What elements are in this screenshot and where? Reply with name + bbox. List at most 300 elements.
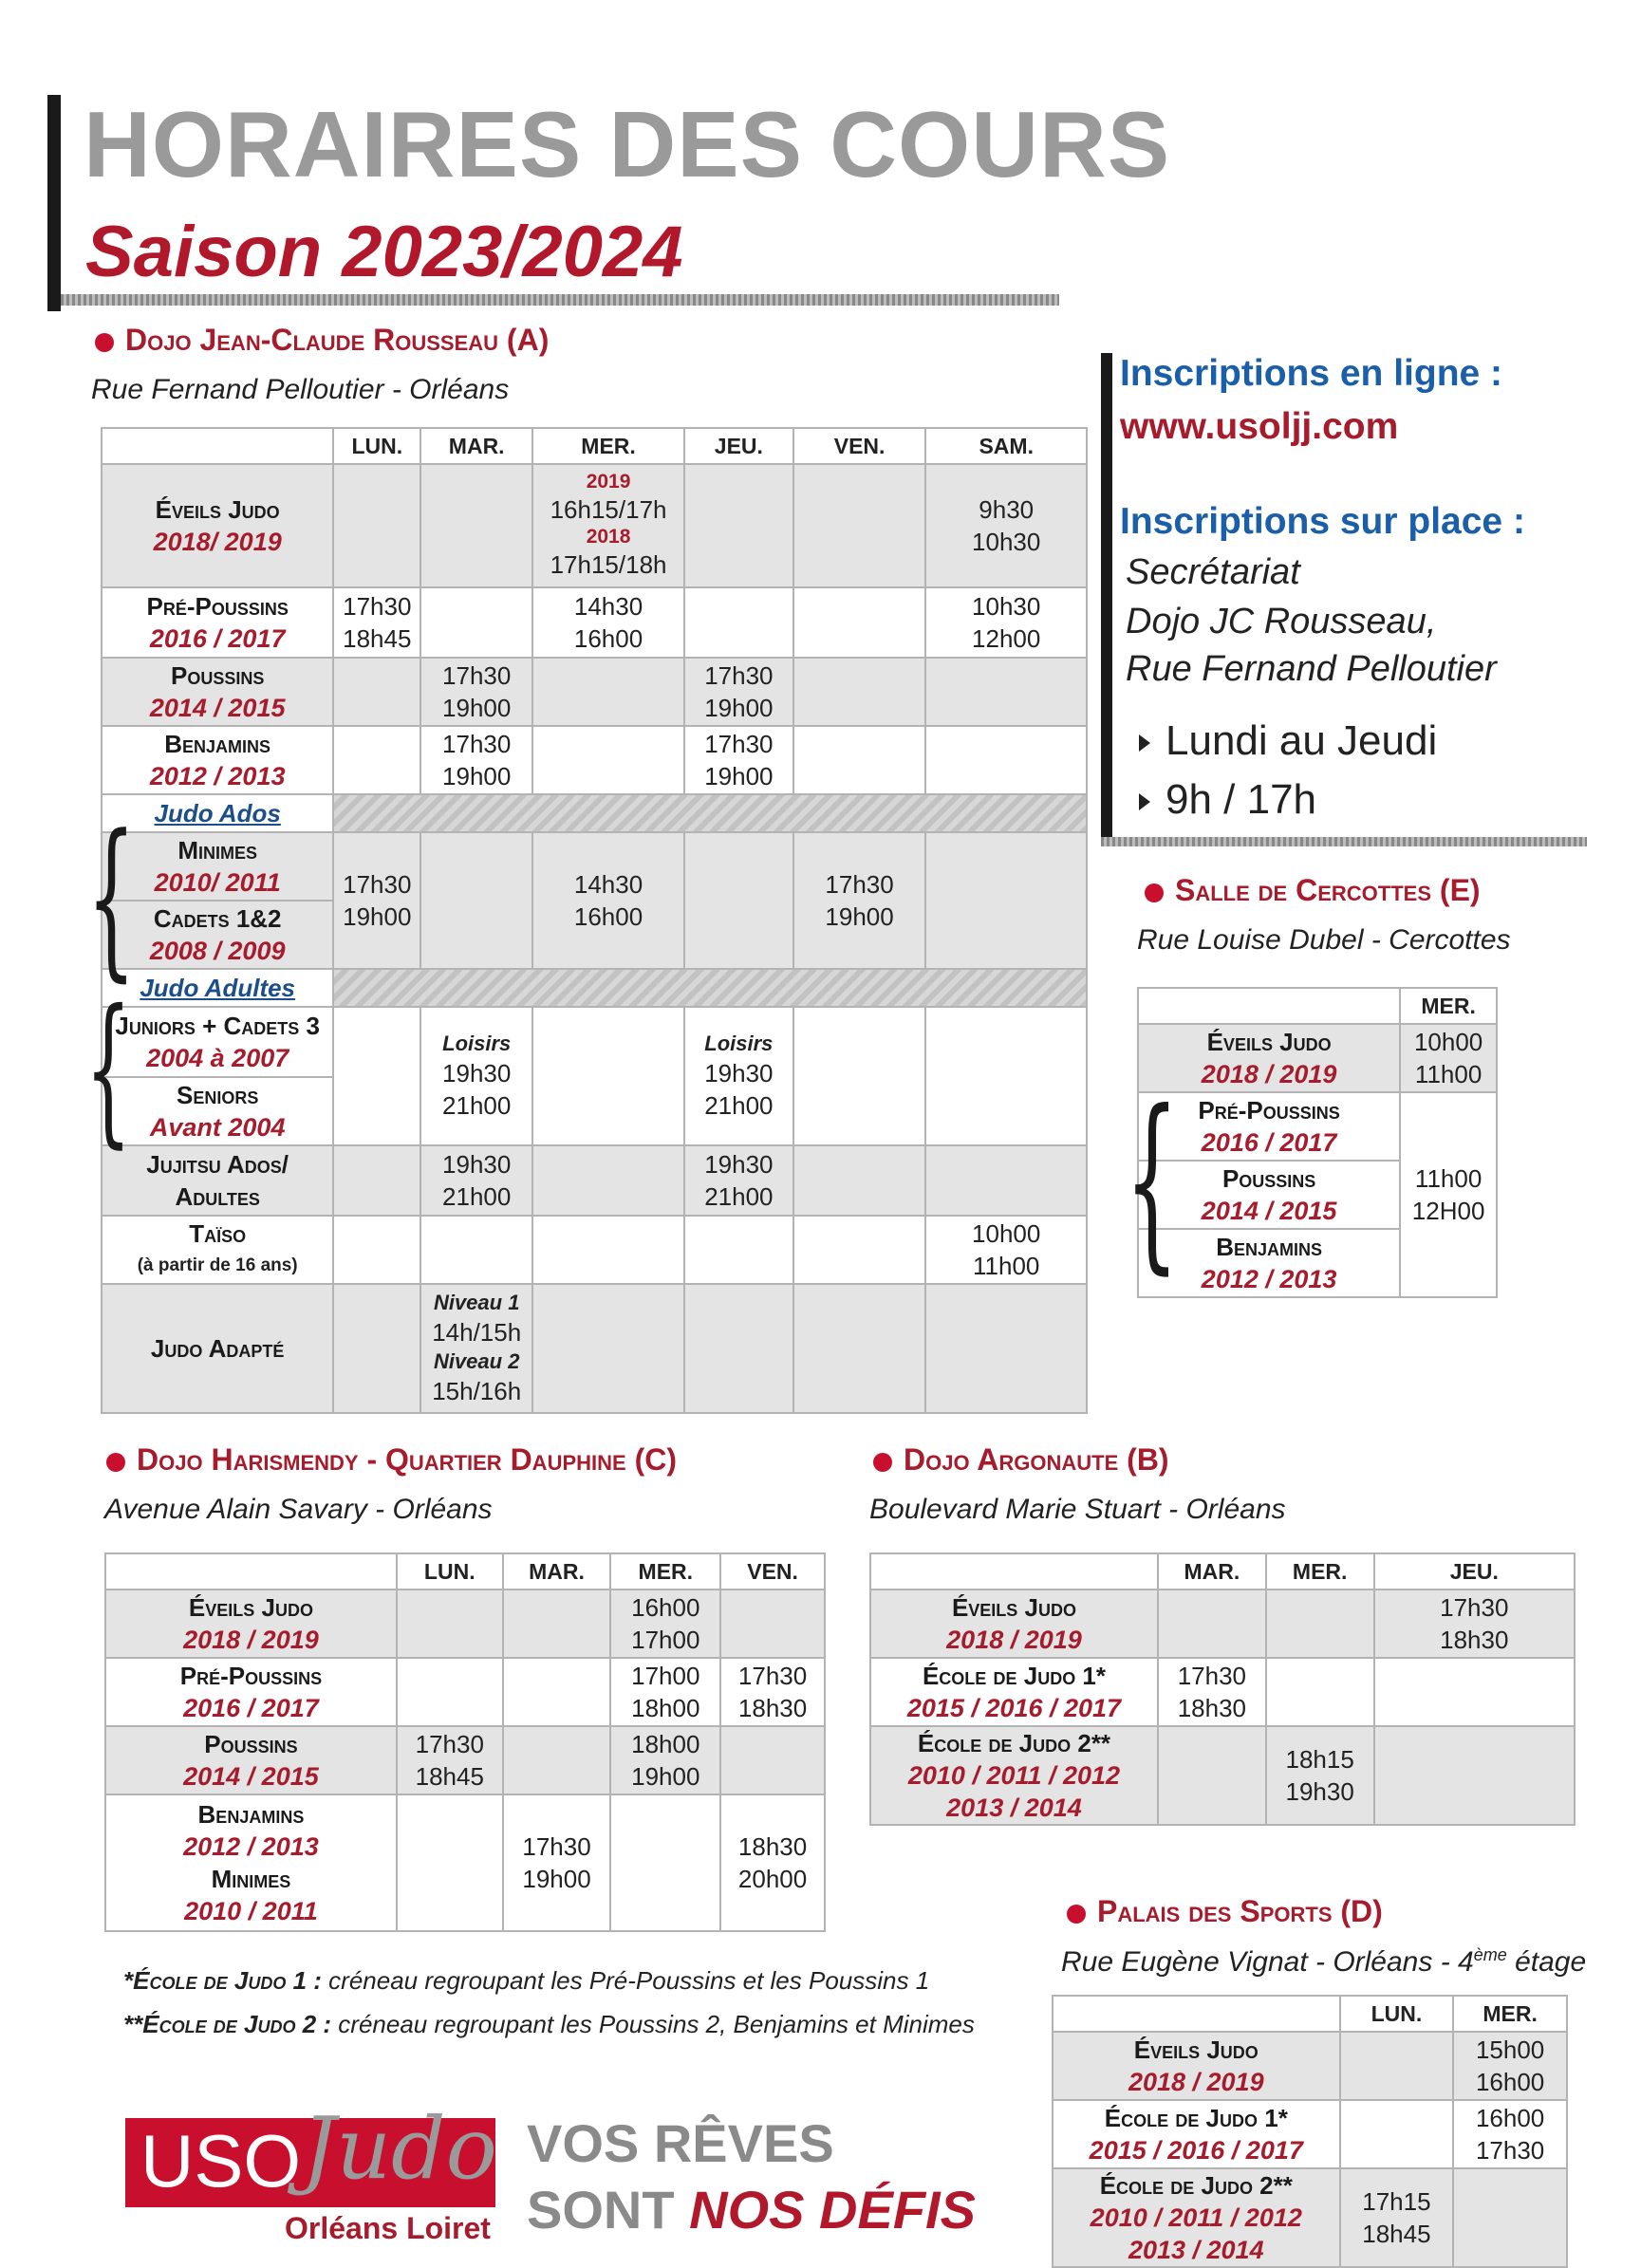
time-cell — [532, 464, 684, 587]
time-slot: 18h45 — [343, 624, 412, 653]
time-cell — [610, 1726, 720, 1794]
time-slot: 18h15 — [1285, 1745, 1354, 1774]
time-cell — [420, 1145, 532, 1216]
table-row — [102, 658, 1087, 726]
address-text: Rue Eugène Vignat - Orléans - 4 — [1061, 1946, 1474, 1978]
time-cell — [1374, 1726, 1575, 1825]
time-slot: 19h30 — [704, 1059, 774, 1088]
time-slot: 11h00 — [973, 1252, 1040, 1280]
category-name: École de Judo 1* — [1104, 2104, 1288, 2132]
hatch-band — [333, 794, 1087, 832]
category-years: 2012 / 2013 — [149, 762, 286, 790]
time-slot: 11h00 — [1414, 1060, 1482, 1088]
category-years: 2016 / 2017 — [183, 1694, 319, 1722]
time-cell — [720, 1658, 825, 1726]
venue-name: Palais des Sports (D) — [1097, 1894, 1383, 1928]
header-empty — [1053, 1996, 1340, 2032]
day-header: MAR. — [1158, 1553, 1266, 1589]
table-row — [102, 464, 1087, 587]
time-slot: 16h00 — [1475, 2068, 1545, 2096]
time-cell — [397, 1589, 503, 1658]
level-label: Niveau 1 — [433, 1291, 520, 1314]
category-years: Avant 2004 — [149, 1113, 286, 1142]
address-text: étage — [1506, 1946, 1587, 1978]
category-name: Jujitsu Ados/ — [146, 1150, 289, 1179]
category-years: 2010 / 2011 — [184, 1897, 318, 1925]
time-slot: 19h00 — [704, 694, 774, 722]
time-slot: 10h30 — [972, 592, 1041, 621]
category-name: Éveils Judo — [951, 1593, 1076, 1622]
category-name: École de Judo 2** — [1099, 2171, 1293, 2200]
category-cell — [102, 1145, 333, 1216]
category-years: 2018 / 2019 — [183, 1626, 319, 1654]
table-row — [102, 1145, 1087, 1216]
category-name: Seniors — [176, 1081, 259, 1109]
slot-label: Loisirs — [704, 1032, 774, 1055]
day-header: JEU. — [1374, 1553, 1575, 1589]
time-cell — [1158, 1726, 1266, 1825]
category-cell — [1053, 2032, 1340, 2100]
time-cell — [925, 726, 1087, 794]
day-header: VEN. — [720, 1553, 825, 1589]
category-cell — [102, 587, 333, 658]
table-row — [102, 1284, 1087, 1413]
day-header: MER. — [1266, 1553, 1374, 1589]
category-name: Judo Adapté — [150, 1334, 285, 1363]
category-cell — [102, 832, 333, 901]
time-slot: 16h00 — [573, 902, 643, 931]
time-cell — [420, 464, 532, 587]
onsite-line: Rue Fernand Pelloutier — [1126, 649, 1497, 689]
time-cell — [503, 1589, 611, 1658]
time-slot: 12H00 — [1411, 1197, 1485, 1225]
category-name: Poussins — [204, 1730, 298, 1758]
category-cell — [102, 1216, 333, 1284]
time-slot: 16h15/17h — [550, 495, 667, 524]
time-slot: 21h00 — [704, 1182, 774, 1211]
time-cell — [532, 726, 684, 794]
time-cell — [333, 1284, 420, 1413]
opening-days — [1139, 717, 1437, 765]
time-cell — [532, 658, 684, 726]
footnote-ecole-2 — [123, 2010, 975, 2039]
day-header: MAR. — [503, 1553, 611, 1589]
day-header: MAR. — [420, 428, 532, 464]
time-cell — [1374, 1658, 1575, 1726]
hours-text: 9h / 17h — [1165, 776, 1317, 823]
time-slot: 17h30 — [1440, 1593, 1509, 1622]
category-name: Poussins — [170, 661, 265, 690]
category-cell — [1053, 2100, 1340, 2168]
slogan-line-2 — [527, 2179, 976, 2240]
time-slot: 17h30 — [704, 661, 774, 690]
slogan-line-1: VOS RÊVES — [527, 2113, 834, 2173]
time-cell — [793, 832, 926, 969]
time-cell — [684, 658, 793, 726]
table-row — [105, 1726, 825, 1794]
time-cell — [532, 832, 684, 969]
category-years: 2010/ 2011 — [154, 868, 281, 897]
section-label-cell — [102, 969, 333, 1007]
time-slot: 18h00 — [631, 1730, 700, 1758]
time-cell — [720, 1794, 825, 1931]
venue-address-a: Rue Fernand Pelloutier - Orléans — [91, 374, 510, 405]
header-bar — [47, 95, 61, 311]
venue-address-b: Boulevard Marie Stuart - Orléans — [869, 1494, 1286, 1525]
judo-ados-link[interactable]: Judo Ados — [154, 799, 281, 827]
category-cell — [1053, 2168, 1340, 2267]
category-years: 2016 / 2017 — [1201, 1128, 1337, 1157]
time-slot: 16h00 — [631, 1593, 700, 1622]
category-name: Benjamins — [197, 1800, 305, 1829]
table-row — [1053, 2168, 1567, 2267]
day-header: JEU. — [684, 428, 793, 464]
time-slot: 19h00 — [631, 1762, 700, 1791]
schedule-table-c — [104, 1552, 826, 1932]
day-header: MER. — [532, 428, 684, 464]
table-row — [1053, 2100, 1567, 2168]
header-empty — [1138, 988, 1400, 1024]
time-cell — [793, 658, 926, 726]
time-cell — [610, 1658, 720, 1726]
address-superscript: ème — [1473, 1945, 1507, 1964]
time-cell — [684, 1284, 793, 1413]
time-slot: 17h30 — [442, 730, 512, 758]
info-divider — [1101, 837, 1587, 846]
season-title: Saison 2023/2024 — [85, 212, 683, 292]
year-tag: 2019 — [586, 471, 631, 493]
group-brace-icon: { — [84, 976, 132, 1163]
day-header: LUN. — [397, 1553, 503, 1589]
time-slot: 17h30 — [343, 870, 412, 899]
time-slot: 18h30 — [737, 1694, 808, 1722]
time-cell — [1453, 2100, 1567, 2168]
table-row — [105, 1794, 825, 1931]
time-cell — [793, 726, 926, 794]
venue-address-c: Avenue Alain Savary - Orléans — [104, 1494, 493, 1525]
onsite-line: Secrétariat — [1126, 552, 1300, 592]
time-cell — [503, 1726, 611, 1794]
title-divider — [61, 294, 1059, 306]
time-cell — [333, 1007, 420, 1145]
time-cell — [1374, 1589, 1575, 1658]
time-slot: 9h30 — [979, 495, 1035, 524]
time-cell — [684, 587, 793, 658]
time-cell — [1266, 1658, 1374, 1726]
time-slot: 10h00 — [1413, 1028, 1483, 1056]
category-cell — [102, 658, 333, 726]
time-cell — [684, 1145, 793, 1216]
time-cell — [1453, 2032, 1567, 2100]
category-cell — [870, 1589, 1158, 1658]
time-slot: 17h30 — [1475, 2136, 1545, 2165]
time-cell — [720, 1726, 825, 1794]
footnote-text: créneau regroupant les Poussins 2, Benjamins et Minimes — [331, 2010, 975, 2038]
time-slot: 21h00 — [442, 1182, 512, 1211]
time-cell — [420, 1284, 532, 1413]
category-name: Pré-Poussins — [146, 592, 289, 621]
time-slot: 17h15 — [1362, 2187, 1431, 2216]
venue-title-c — [106, 1442, 677, 1478]
venue-name: Dojo Jean-Claude Rousseau (A) — [125, 323, 550, 357]
time-cell — [420, 658, 532, 726]
category-name: Minimes — [177, 836, 257, 864]
category-cell — [102, 1077, 333, 1145]
time-cell — [333, 658, 420, 726]
time-cell — [532, 587, 684, 658]
time-cell — [793, 1145, 926, 1216]
time-slot: 19h00 — [442, 694, 512, 722]
time-cell — [684, 726, 793, 794]
time-slot: 21h00 — [704, 1091, 774, 1120]
time-cell — [684, 1216, 793, 1284]
time-cell — [925, 832, 1087, 969]
slogan-accent: NOS DÉFIS — [689, 2180, 976, 2240]
time-cell — [1453, 2168, 1567, 2267]
time-slot: 14h/15h — [432, 1318, 522, 1347]
table-row — [102, 832, 1087, 901]
time-cell — [1266, 1726, 1374, 1825]
section-label-cell — [102, 794, 333, 832]
schedule-table-e — [1137, 987, 1498, 1298]
time-cell — [1340, 2168, 1454, 2267]
section-row-ados — [102, 794, 1087, 832]
time-cell — [793, 1284, 926, 1413]
table-row — [102, 587, 1087, 658]
bullet-icon — [1145, 883, 1164, 902]
category-years: 2018/ 2019 — [153, 528, 282, 556]
category-name: Benjamins — [164, 730, 271, 758]
time-slot: 17h30 — [737, 1662, 808, 1690]
time-cell — [333, 464, 420, 587]
time-slot: 17h30 — [343, 592, 412, 621]
time-slot: 14h30 — [573, 870, 643, 899]
time-cell — [1158, 1658, 1266, 1726]
category-years: 2012 / 2013 — [1201, 1265, 1337, 1293]
time-cell — [793, 464, 926, 587]
category-name: Juniors + Cadets 3 — [115, 1012, 320, 1040]
time-cell — [1340, 2032, 1454, 2100]
time-slot: 19h00 — [704, 762, 774, 790]
time-cell — [1400, 1024, 1497, 1092]
table-row — [102, 726, 1087, 794]
time-cell — [397, 1726, 503, 1794]
category-name: Cadets 1&2 — [153, 904, 282, 933]
category-cell — [102, 1007, 333, 1077]
logo-judo-text: Judo — [302, 2099, 497, 2199]
time-slot: 19h30 — [442, 1059, 512, 1088]
time-cell — [1158, 1589, 1266, 1658]
hatch-band — [333, 969, 1087, 1007]
opening-hours — [1139, 776, 1316, 824]
table-row — [1053, 2032, 1567, 2100]
time-slot: 19h30 — [704, 1150, 774, 1179]
category-years: 2016 / 2017 — [149, 624, 286, 653]
header-empty — [870, 1553, 1158, 1589]
time-slot: 11h00 — [1414, 1164, 1482, 1193]
category-years: 2012 / 2013 — [183, 1832, 319, 1861]
time-cell — [503, 1794, 611, 1931]
time-slot: 19h00 — [522, 1865, 591, 1893]
category-cell — [102, 901, 333, 969]
table-row — [105, 1589, 825, 1658]
time-slot: 19h30 — [1285, 1777, 1354, 1806]
time-cell — [532, 1216, 684, 1284]
table-header — [102, 428, 1087, 464]
time-slot: 10h30 — [972, 528, 1041, 556]
time-cell — [684, 1007, 793, 1145]
time-cell — [610, 1794, 720, 1931]
category-years: 2010 / 2011 / 2012 — [1090, 2203, 1302, 2232]
bullet-icon — [95, 333, 114, 352]
time-cell — [684, 832, 793, 969]
header-empty — [102, 428, 333, 464]
time-slot: 16h00 — [573, 624, 643, 653]
table-row — [1138, 1024, 1497, 1092]
category-name: École de Judo 1* — [922, 1662, 1106, 1690]
time-cell — [333, 1145, 420, 1216]
time-cell — [793, 587, 926, 658]
venue-address-e: Rue Louise Dubel - Cercottes — [1137, 924, 1511, 956]
time-cell — [397, 1794, 503, 1931]
category-years: 2008 / 2009 — [149, 937, 286, 965]
onsite-line: Dojo JC Rousseau, — [1126, 602, 1437, 641]
time-cell — [333, 726, 420, 794]
time-slot: 14h30 — [573, 592, 643, 621]
category-cell — [870, 1658, 1158, 1726]
time-slot: 10h00 — [972, 1219, 1041, 1248]
category-years: 2013 / 2014 — [1128, 2236, 1264, 2264]
table-header — [870, 1553, 1575, 1589]
schedule-table-d — [1052, 1995, 1568, 2268]
time-cell — [333, 587, 420, 658]
time-slot: 18h30 — [737, 1832, 808, 1861]
category-years: 2014 / 2015 — [149, 694, 286, 722]
category-cell — [105, 1726, 397, 1794]
category-years: 2018 / 2019 — [946, 1626, 1082, 1654]
section-row-adultes — [102, 969, 1087, 1007]
category-name: École de Judo 2** — [917, 1729, 1111, 1757]
day-header: MER. — [1400, 988, 1497, 1024]
judo-adultes-link[interactable]: Judo Adultes — [140, 974, 296, 1002]
bullet-icon — [106, 1453, 125, 1472]
table-header — [105, 1553, 825, 1589]
footnote-text: créneau regroupant les Pré-Poussins et les Poussins 1 — [321, 1966, 930, 1995]
time-slot: 17h15/18h — [550, 550, 667, 579]
table-header — [1138, 988, 1497, 1024]
time-cell — [793, 1216, 926, 1284]
time-cell — [720, 1589, 825, 1658]
time-cell — [333, 1216, 420, 1284]
category-cell — [102, 726, 333, 794]
venue-title-d — [1067, 1894, 1383, 1929]
category-years: 2014 / 2015 — [183, 1762, 319, 1791]
category-cell — [105, 1794, 397, 1931]
time-cell — [532, 1284, 684, 1413]
table-row — [102, 1007, 1087, 1077]
category-name: Minimes — [211, 1865, 291, 1893]
info-bar — [1101, 353, 1112, 846]
days-text: Lundi au Jeudi — [1165, 717, 1438, 764]
time-cell — [925, 1145, 1087, 1216]
category-years: 2013 / 2014 — [946, 1794, 1082, 1822]
day-header: MER. — [610, 1553, 720, 1589]
table-header — [1053, 1996, 1567, 2032]
time-slot: 15h/16h — [432, 1377, 522, 1405]
day-header: LUN. — [333, 428, 420, 464]
logo-uso-text: USO — [140, 2119, 302, 2203]
bullet-icon — [1067, 1905, 1086, 1924]
time-slot: 18h00 — [631, 1694, 700, 1722]
time-slot: 19h00 — [442, 762, 512, 790]
time-cell — [420, 1216, 532, 1284]
day-header: LUN. — [1340, 1996, 1454, 2032]
day-header: SAM. — [925, 428, 1087, 464]
table-row — [105, 1658, 825, 1726]
category-name: Poussins — [1221, 1164, 1316, 1193]
time-slot: 18h45 — [415, 1762, 484, 1791]
time-slot: 17h30 — [442, 661, 512, 690]
group-brace-icon: { — [86, 799, 137, 997]
category-years: 2015 / 2016 / 2017 — [906, 1694, 1122, 1722]
category-years: 2018 / 2019 — [1128, 2068, 1264, 2096]
category-name: Pré-Poussins — [1198, 1096, 1340, 1125]
category-name: Éveils Judo — [1206, 1028, 1332, 1056]
venue-address-d — [1061, 1945, 1586, 1979]
time-cell — [925, 1007, 1087, 1145]
time-slot: 17h30 — [704, 730, 774, 758]
time-cell — [925, 658, 1087, 726]
category-name: Pré-Poussins — [179, 1662, 323, 1690]
category-cell — [102, 1284, 333, 1413]
slogan-text: SONT — [527, 2180, 690, 2240]
category-name: Éveils Judo — [188, 1593, 313, 1622]
category-years: 2004 à 2007 — [146, 1044, 289, 1072]
time-cell — [925, 464, 1087, 587]
footnote-label: **École de Judo 2 : — [123, 2010, 332, 2038]
slot-label: Loisirs — [442, 1032, 512, 1055]
time-cell — [684, 464, 793, 587]
time-cell — [532, 1007, 684, 1145]
time-cell — [925, 587, 1087, 658]
venue-title-b — [873, 1442, 1169, 1478]
category-name: Éveils Judo — [155, 495, 280, 524]
time-cell — [610, 1589, 720, 1658]
category-note: (à partir de 16 ans) — [137, 1255, 298, 1275]
table-row — [102, 1216, 1087, 1284]
time-slot: 17h30 — [522, 1832, 591, 1861]
category-name: Adultes — [175, 1182, 260, 1211]
category-years: 2014 / 2015 — [1201, 1197, 1337, 1225]
time-slot: 16h00 — [1475, 2104, 1545, 2132]
category-name: Éveils Judo — [1133, 2036, 1259, 2064]
time-slot: 17h00 — [631, 1626, 700, 1654]
time-slot: 21h00 — [442, 1091, 512, 1120]
footnote-label: *École de Judo 1 : — [123, 1966, 322, 1995]
venue-name: Dojo Argonaute (B) — [904, 1442, 1169, 1477]
time-slot: 19h00 — [825, 902, 894, 931]
time-cell — [420, 1007, 532, 1145]
category-cell — [105, 1589, 397, 1658]
time-slot: 18h30 — [1177, 1694, 1247, 1722]
online-label: Inscriptions en ligne : — [1120, 353, 1503, 394]
venue-title-a — [95, 323, 549, 358]
bullet-icon — [873, 1453, 892, 1472]
table-row — [870, 1726, 1575, 1825]
website-link[interactable]: www.usoljj.com — [1120, 406, 1399, 447]
footnote-ecole-1 — [123, 1966, 929, 1996]
time-cell — [925, 1216, 1087, 1284]
